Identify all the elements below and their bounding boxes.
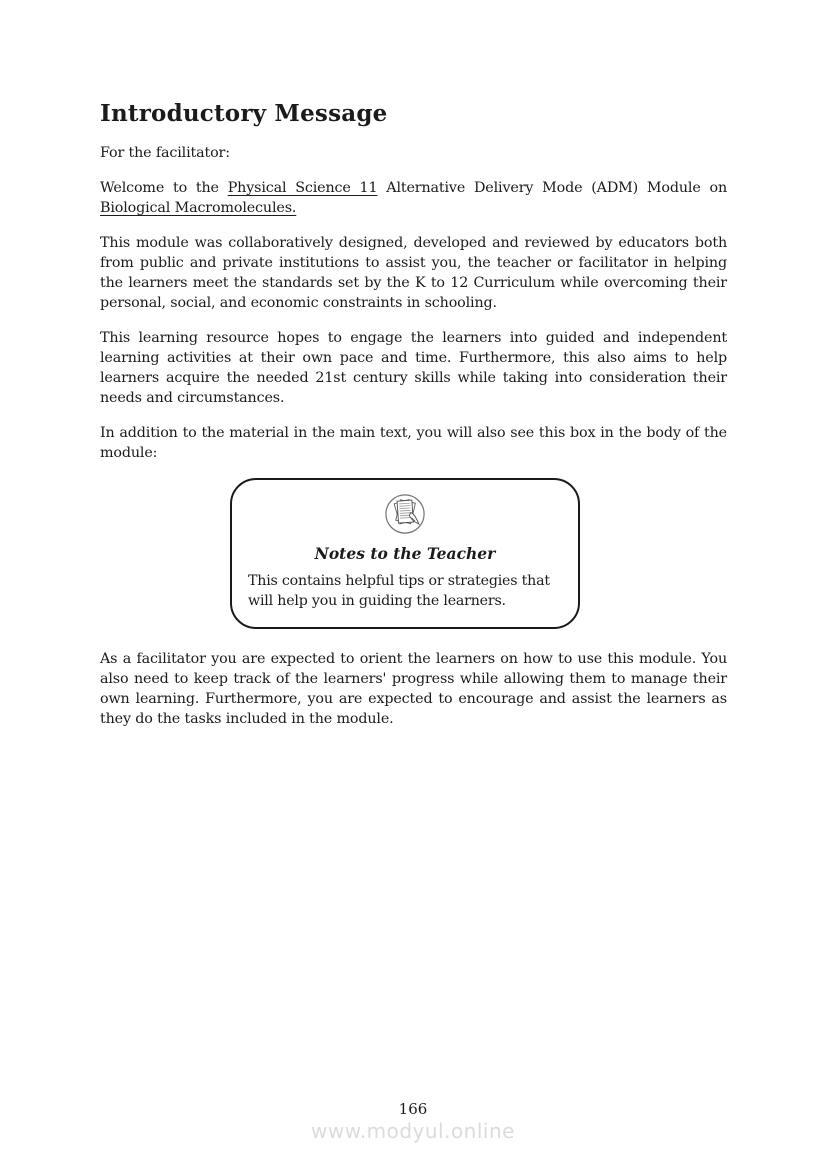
note-box-body: This contains helpful tips or strategies that will help you in guiding the learners.: [248, 573, 550, 609]
welcome-underlined-topic: Biological Macromolecules.: [100, 200, 297, 216]
paragraph-module-design: This module was collaboratively designed, developed and reviewed by educators both from public and private institutions to assist you, the teacher or facilitator in helping the learners meet the standards set by the K to 12 Curriculum while overcoming their personal, social, and economic constraints in schooling.: [100, 235, 727, 311]
paragraph-learning-resource: This learning resource hopes to engage the learners into guided and independent learning activities at their own pace and time. Furthermore, this also aims to help learners acquire the needed 21st century skills while taking into consideration their needs and circumstances.: [100, 330, 727, 406]
notes-to-teacher-box: [230, 478, 580, 629]
document-page: [100, 100, 727, 744]
paragraph-in-addition: In addition to the material in the main text, you will also see this box in the body of the module:: [100, 425, 727, 461]
welcome-underlined-subject: Physical Science 11: [227, 180, 378, 196]
welcome-paragraph: [100, 178, 727, 218]
page-number: 166: [398, 1100, 428, 1118]
notes-papers-icon: [384, 493, 426, 535]
welcome-mid: Alternative Delivery Mode (ADM) Module on: [377, 180, 728, 196]
note-box-title: Notes to the Teacher: [314, 544, 496, 563]
paragraph-closing: As a facilitator you are expected to orient the learners on how to use this module. You also need to keep track of the learners' progress while allowing them to manage their own learning. Furthermore, you are expected to encourage and assist the learners as they do the tasks included in the module.: [100, 651, 727, 727]
salutation-text: For the facilitator:: [100, 145, 230, 161]
watermark-text: www.modyul.online: [311, 1119, 515, 1143]
page-title: Introductory Message: [100, 100, 388, 127]
welcome-pre: Welcome to the: [100, 180, 228, 196]
